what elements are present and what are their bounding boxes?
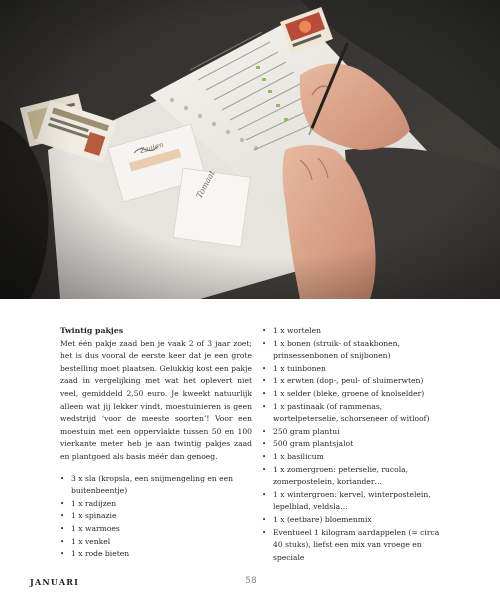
left-column <box>60 325 252 561</box>
list-item: • 1 x selder (bleke, groene of knolselder) <box>262 388 448 401</box>
list-item: • 1 x radijzen <box>60 498 252 511</box>
photo-illustration <box>0 0 500 299</box>
seed-list-left <box>60 473 252 561</box>
list-item: • 1 x wortelen <box>262 325 448 338</box>
list-item: • Eventueel 1 kilogram aardappelen (= circa 40 stuks), liefst een mix van vroege en speciale <box>262 527 448 565</box>
list-item: • 1 x warmoes <box>60 523 252 536</box>
list-item: • 250 gram plantui <box>262 426 448 439</box>
list-item: • 1 x rode bieten <box>60 548 252 561</box>
running-footer-month: JANUARI <box>30 577 80 587</box>
list-item: • 1 x tuinbonen <box>262 363 448 376</box>
section-heading: Twintig pakjes <box>60 326 124 335</box>
list-item: • 1 x wintergroen: kervel, winterpostelein, lepelblad, veldsla… <box>262 489 448 514</box>
list-item: • 1 x venkel <box>60 536 252 549</box>
seed-list-right <box>262 325 448 564</box>
list-item: • 1 x basilicum <box>262 451 448 464</box>
right-column <box>262 325 448 564</box>
page-number: 58 <box>245 576 257 586</box>
list-item: • 3 x sla (kropsla, een snijmengeling en een buitenbeentje) <box>60 473 252 498</box>
list-item: • 1 x (eetbare) bloemenmix <box>262 514 448 527</box>
list-item: • 1 x pastinaak (of rammenas, wortelpeterselie, schorseneer of witloof) <box>262 401 448 426</box>
list-item: • 500 gram plantsjalot <box>262 438 448 451</box>
header-photo <box>0 0 500 299</box>
list-item: • 1 x erwten (dop-, peul- of sluimerwten) <box>262 375 448 388</box>
list-item: • 1 x spinazie <box>60 510 252 523</box>
list-item: • 1 x bonen (struik- of staakbonen, prinsessenbonen of snijbonen) <box>262 338 448 363</box>
list-item: • 1 x zomergroen: peterselie, rucola, zomerpostelein, koriander… <box>262 464 448 489</box>
intro-paragraph: Met één pakje zaad ben je vaak 2 of 3 jaar zoet; het is dus vooral de eerste keer dat je een grote bestelling moet plaatsen. Gelukkig kost een pakje zaad in vergelijking met wat het oplevert niet veel, gemiddeld 2,50 euro. Je kweekt natuurlijk alleen wat jij lekker vindt, moestuinieren is geen wedstrijd ‘voor de meeste soorten’! Voor een moestuin met een oppervlakte tussen 50 en 100 vierkante meter heb je aan twintig pakjes zaad en plantgoed als basis méér dan genoeg. <box>60 338 252 461</box>
